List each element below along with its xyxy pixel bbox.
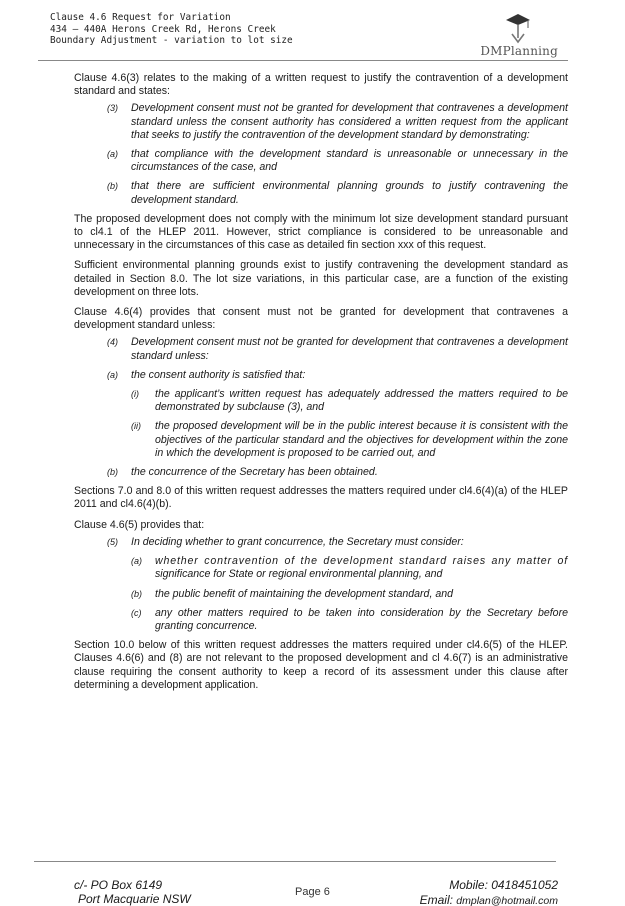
list-item-5c <box>74 607 568 633</box>
list-text: the applicant’s written request has adequately addressed the matters required to be demonstrated by subclause (3), and <box>155 388 568 414</box>
list-text: that compliance with the development standard is unreasonable or unnecessary in the circumstances of the case, and <box>131 148 568 174</box>
list-item-3a <box>74 148 568 174</box>
list-item-5b <box>74 588 568 601</box>
list-marker: (4) <box>107 337 118 348</box>
footer-po-box: c/- PO Box 6149 <box>74 878 163 892</box>
logo-text: DMPlanning <box>480 44 558 58</box>
paragraph-non-compliance: The proposed development does not comply with the minimum lot size development standard pursuant to cl4.1 of the HLEP 2011. However, strict compliance is considered to be unreasonable and unnecessary in the circumstances of this case as detailed fin section xxx of this request. <box>74 212 568 252</box>
list-marker: (b) <box>131 588 142 599</box>
list-text: Development consent must not be granted for development that contravenes a development standard unless the consent authority has considered a written request from the applicant that seeks to justify the contravention of the development standard by demonstrating: <box>131 102 568 141</box>
footer-divider <box>34 861 556 862</box>
list-text: In deciding whether to grant concurrence, the Secretary must consider: <box>131 535 464 548</box>
paragraph-clause-4-6-5: Clause 4.6(5) provides that: <box>74 518 205 531</box>
list-item-3b <box>74 180 568 206</box>
list-text: Development consent must not be granted for development that contravenes a development standard unless: <box>131 336 568 362</box>
header-subject: Boundary Adjustment - variation to lot size <box>50 35 293 46</box>
list-item-4a-ii <box>74 420 568 460</box>
paragraph-environmental-grounds: Sufficient environmental planning grounds exist to justify contravening the development standard as detailed in Section 8.0. The lot size variations, in this particular case, are a function of the existing development on three lots. <box>74 259 568 298</box>
paragraph-sections-7-8: Sections 7.0 and 8.0 of this written request addresses the matters required under cl4.6(4)(a) of the HLEP 2011 and cl4.6(4)(b). <box>74 485 568 511</box>
page-number: Page 6 <box>295 886 330 898</box>
list-item-4a <box>74 369 568 382</box>
list-marker: (b) <box>107 181 118 192</box>
header-divider <box>38 60 568 61</box>
paragraph-clause-4-6-4: Clause 4.6(4) provides that consent must not be granted for development that contravenes a development standard unless: <box>74 306 568 332</box>
list-marker: (3) <box>107 103 118 114</box>
footer-city: Port Macquarie NSW <box>78 892 191 906</box>
list-text: the concurrence of the Secretary has been obtained. <box>131 466 378 479</box>
list-marker: (5) <box>107 536 118 547</box>
list-text: the public benefit of maintaining the development standard, and <box>155 587 454 600</box>
list-marker: (i) <box>131 389 139 400</box>
list-item-4a-i <box>74 388 568 414</box>
list-marker: (a) <box>107 369 118 380</box>
graduation-cap-arrow-icon <box>500 12 536 44</box>
page-footer <box>0 876 625 906</box>
page-header <box>50 12 560 58</box>
list-text: the proposed development will be in the public interest because it is consistent with the objectives of the particular standard and the objectives for development within the zone in which the development is proposed to be carried out, and <box>155 420 568 459</box>
list-item-4 <box>74 336 568 362</box>
list-item-5a <box>74 555 568 581</box>
paragraph-clause-4-6-3: Clause 4.6(3) relates to the making of a written request to justify the contravention of a development standard and states: <box>74 72 568 98</box>
document-body <box>74 72 568 699</box>
footer-address <box>74 878 191 906</box>
header-address: 434 – 440A Herons Creek Rd, Herons Creek <box>50 23 276 35</box>
list-text: that there are sufficient environmental planning grounds to justify contravening the development standard. <box>131 180 568 206</box>
footer-mobile: Mobile: 0418451052 <box>449 878 558 892</box>
header-text <box>50 12 293 47</box>
list-marker: (a) <box>107 149 118 160</box>
list-item-3 <box>74 102 568 142</box>
list-marker: (c) <box>131 607 142 618</box>
list-marker: (a) <box>131 556 142 567</box>
list-text: significance for State or regional environmental planning, and <box>155 568 443 581</box>
paragraph-section-10: Section 10.0 below of this written request addresses the matters required under cl4.6(5) of the HLEP. Clauses 4.6(6) and (8) are not relevant to the proposed development and cl 4.6(7) is an administrative clause requiring the consent authority to keep a record of its assessment under this clause after determining a development application. <box>74 639 568 691</box>
list-text-spaced: whether contravention of the development standard raises any matter of <box>155 555 568 568</box>
header-title: Clause 4.6 Request for Variation <box>50 12 231 23</box>
list-marker: (ii) <box>131 421 141 432</box>
list-item-4b <box>74 466 568 479</box>
list-item-5 <box>74 536 568 549</box>
footer-email-label: Email: <box>419 893 453 906</box>
list-text: the consent authority is satisfied that: <box>131 368 306 381</box>
dmplanning-logo <box>460 12 560 58</box>
list-text: any other matters required to be taken into consideration by the Secretary before granting concurrence. <box>155 606 568 632</box>
footer-email: dmplan@hotmail.com <box>456 895 558 906</box>
list-marker: (b) <box>107 467 118 478</box>
footer-contact <box>420 878 558 906</box>
